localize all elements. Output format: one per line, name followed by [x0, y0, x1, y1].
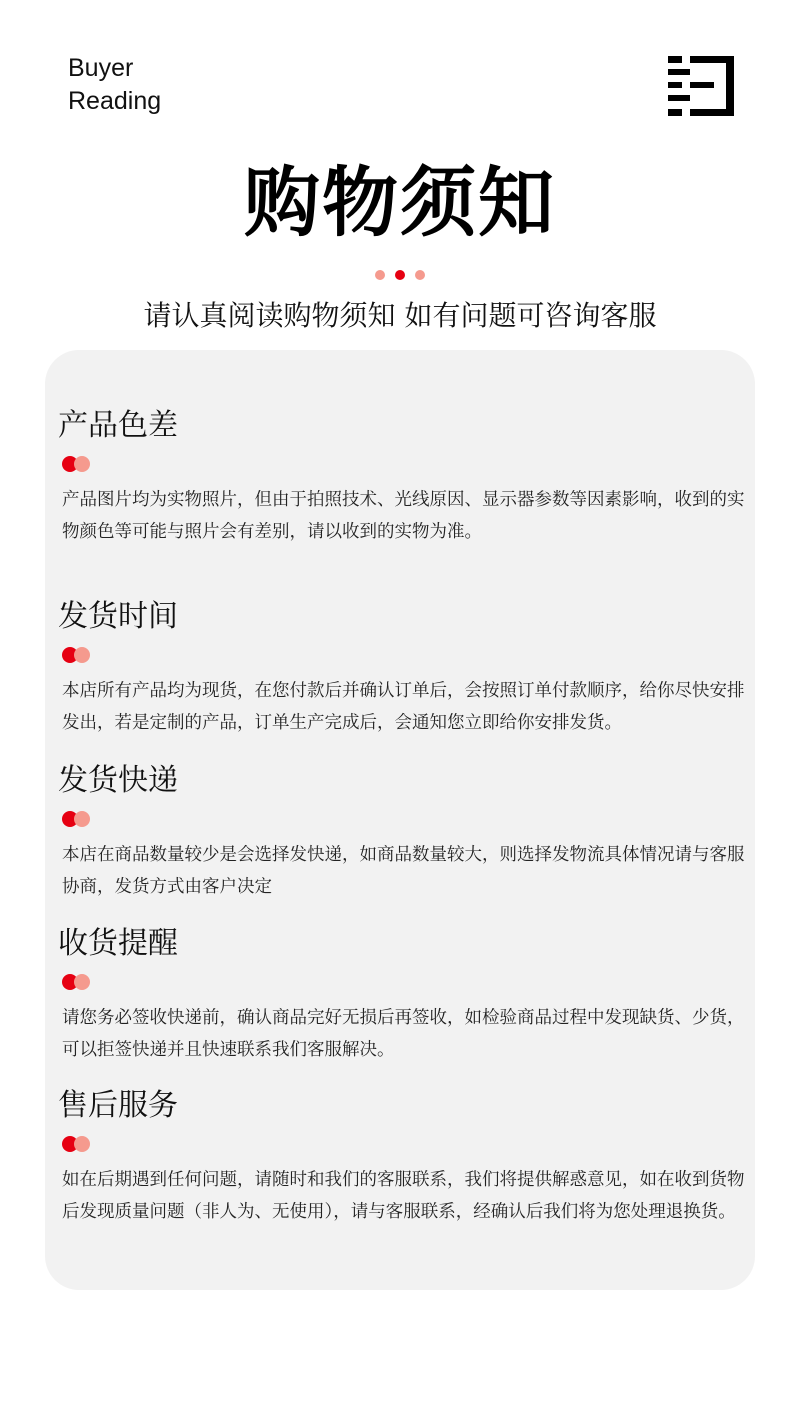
dot-left: [375, 270, 385, 280]
brand-line-1: Buyer: [68, 54, 134, 82]
menu-lines-icon: [668, 56, 734, 116]
section-body: 产品图片均为实物照片，但由于拍照技术、光线原因、显示器参数等因素影响，收到的实物颜色等可能与照片会有差别，请以收到的实物为准。: [62, 490, 745, 542]
section-receipt-reminder: [58, 924, 750, 1066]
dot-center: [395, 270, 405, 280]
decorative-dots: [0, 265, 800, 277]
bullet-dots-icon: [62, 1136, 750, 1154]
page-title: 购物须知: [244, 158, 556, 247]
section-after-sales: [58, 1086, 750, 1228]
section-title: 收货提醒: [58, 926, 178, 961]
brand-text: [68, 52, 161, 118]
bullet-dots-icon: [62, 811, 750, 829]
section-title: 产品色差: [58, 408, 178, 443]
bullet-dots-icon: [62, 456, 750, 474]
section-body: 请您务必签收快递前，确认商品完好无损后再签收，如检验商品过程中发现缺货、少货，可以拒签快递并且快速联系我们客服解决。: [62, 1008, 745, 1060]
page-subtitle: 请认真阅读购物须知 如有问题可咨询客服: [143, 299, 657, 332]
section-title: 发货时间: [58, 599, 178, 634]
bullet-dots-icon: [62, 647, 750, 665]
section-body: 本店所有产品均为现货，在您付款后并确认订单后，会按照订单付款顺序，给你尽快安排发出，若是定制的产品，订单生产完成后，会通知您立即给你安排发货。: [62, 681, 745, 733]
dot-right: [415, 270, 425, 280]
section-shipping-time: [58, 597, 750, 739]
section-body: 本店在商品数量较少是会选择发快递，如商品数量较大，则选择发物流具体情况请与客服协商，发货方式由客户决定: [62, 845, 745, 897]
section-body: 如在后期遇到任何问题，请随时和我们的客服联系，我们将提供解惑意见，如在收到货物后发现质量问题（非人为、无使用），请与客服联系，经确认后我们将为您处理退换货。: [62, 1170, 745, 1222]
section-title: 售后服务: [58, 1088, 178, 1123]
bullet-dots-icon: [62, 974, 750, 992]
section-title: 发货快递: [58, 763, 178, 798]
section-color-difference: [58, 406, 750, 548]
brand-line-2: Reading: [68, 87, 162, 115]
section-shipping-courier: [58, 761, 750, 903]
